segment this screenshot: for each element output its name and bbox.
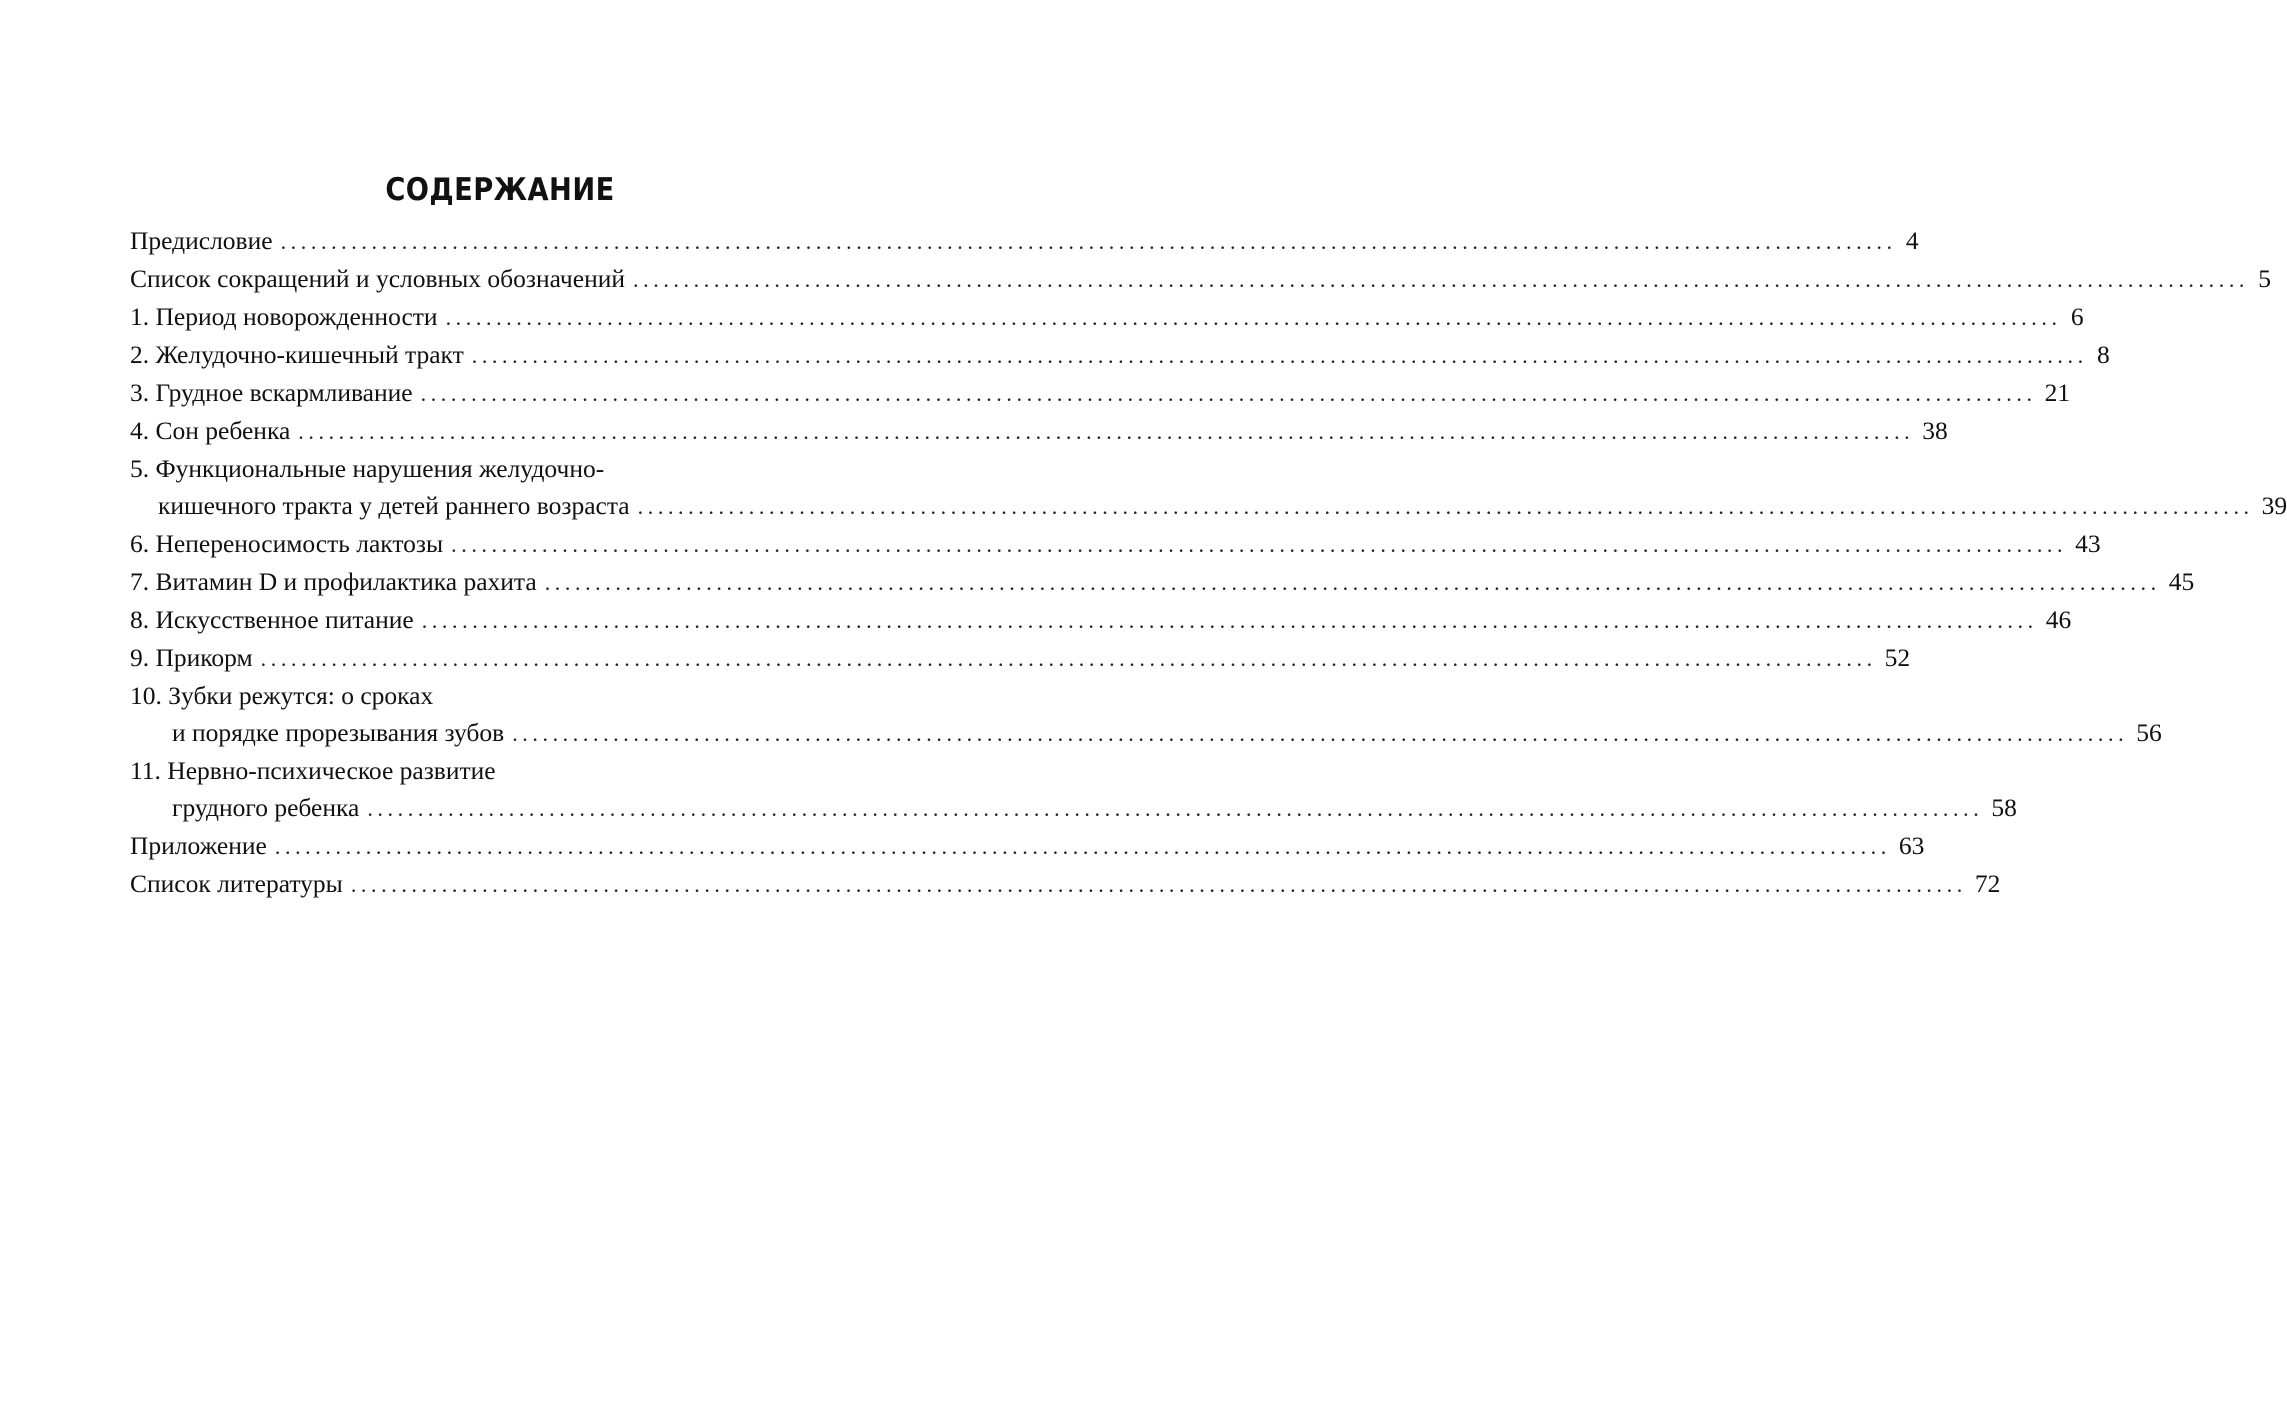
toc-entry[interactable]	[130, 336, 2110, 374]
toc-entry-page-number: 6	[2070, 302, 2084, 331]
dot-leader: ................................................................................................................................................................	[451, 532, 2068, 557]
toc-entry-title: кишечного тракта у детей раннего возраста	[158, 491, 630, 520]
page-title: СОДЕРЖАНИЕ	[385, 172, 615, 208]
toc-entry-page-number: 46	[2045, 605, 2072, 634]
toc-entry[interactable]	[130, 865, 2001, 903]
toc-entry[interactable]	[130, 298, 2084, 336]
toc-entry-page-number: 38	[1922, 416, 1948, 445]
toc-entry-line	[130, 450, 864, 487]
toc-entry[interactable]	[130, 677, 2162, 752]
dot-leader: ................................................................................................................................................................	[298, 419, 1915, 444]
toc-entry-title: 6. Непереносимость лактозы	[130, 529, 444, 558]
toc-entry-line	[130, 525, 2101, 563]
toc-entry-line	[130, 601, 2072, 639]
toc-entry-page-number: 4	[1905, 226, 1919, 255]
toc-entry-title-continuation	[130, 487, 2287, 525]
toc-entry-line	[130, 298, 2084, 336]
toc-entry[interactable]	[130, 601, 2072, 639]
toc-entry[interactable]	[130, 563, 2195, 601]
toc-entry-title: 10. Зубки режутся: о сроках	[130, 681, 434, 710]
toc-entry-page-number: 8	[2096, 340, 2110, 369]
table-of-contents	[130, 222, 2287, 903]
toc-entry-page-number: 63	[1898, 831, 1925, 860]
toc-entry-title: 9. Прикорм	[130, 643, 253, 672]
dot-leader: ................................................................................................................................................................	[350, 872, 1967, 897]
toc-entry-line	[130, 336, 2110, 374]
toc-entry[interactable]	[130, 639, 1911, 677]
dot-leader: ................................................................................................................................................................	[367, 796, 1984, 821]
dot-leader: ................................................................................................................................................................	[471, 343, 2088, 368]
toc-entry-title: 3. Грудное вскармливание	[130, 378, 413, 407]
toc-entry-line	[130, 260, 2272, 298]
toc-entry-title: 8. Искусственное питание	[130, 605, 414, 634]
toc-entry[interactable]	[130, 827, 1925, 865]
dot-leader: ................................................................................................................................................................	[420, 381, 2037, 406]
toc-entry[interactable]	[130, 450, 2287, 525]
toc-entry-line	[130, 677, 864, 714]
toc-entry[interactable]	[130, 222, 1919, 260]
toc-entry-line	[130, 563, 2195, 601]
toc-entry[interactable]	[130, 260, 2272, 298]
toc-entry-title: 5. Функциональные нарушения желудочно-	[130, 454, 605, 483]
toc-entry-page-number: 52	[1884, 643, 1911, 672]
toc-entry-title: 2. Желудочно-кишечный тракт	[130, 340, 464, 369]
toc-entry-title: грудного ребенка	[172, 793, 360, 822]
toc-entry[interactable]	[130, 752, 2017, 827]
toc-entry-page-number: 39	[2261, 491, 2287, 520]
toc-entry[interactable]	[130, 374, 2071, 412]
toc-entry-title: Предисловие	[130, 226, 273, 255]
toc-entry[interactable]	[130, 525, 2101, 563]
toc-entry-title: 7. Витамин D и профилактика рахита	[130, 567, 537, 596]
toc-entry-title-continuation	[130, 789, 2017, 827]
dot-leader: ................................................................................................................................................................	[544, 570, 2161, 595]
toc-entry-line	[130, 752, 864, 789]
toc-entry-title: и порядке прорезывания зубов	[172, 718, 505, 747]
toc-entry-page-number: 45	[2168, 567, 2195, 596]
toc-entry-line	[130, 374, 2071, 412]
toc-entry-page-number: 56	[2136, 718, 2162, 747]
toc-entry-line	[130, 412, 1948, 450]
dot-leader: ................................................................................................................................................................	[445, 305, 2062, 330]
toc-entry-title: 11. Нервно-психическое развитие	[130, 756, 496, 785]
toc-entry-line	[130, 827, 1925, 865]
dot-leader: ................................................................................................................................................................	[421, 608, 2038, 633]
toc-entry-page-number: 43	[2075, 529, 2101, 558]
toc-entry-page-number: 21	[2044, 378, 2071, 407]
toc-entry-line	[130, 639, 1911, 677]
toc-entry-title: Список сокращений и условных обозначений	[130, 264, 626, 293]
dot-leader: ................................................................................................................................................................	[260, 646, 1877, 671]
dot-leader: ................................................................................................................................................................	[280, 229, 1897, 254]
dot-leader: ................................................................................................................................................................	[274, 834, 1891, 859]
toc-entry-line	[130, 222, 1919, 260]
toc-entry-title: Список литературы	[130, 869, 343, 898]
dot-leader: ................................................................................................................................................................	[637, 494, 2254, 519]
dot-leader: ................................................................................................................................................................	[512, 721, 2129, 746]
toc-entry-line	[130, 865, 2001, 903]
toc-entry-title: Приложение	[130, 831, 267, 860]
toc-entry-title-continuation	[130, 714, 2162, 752]
toc-entry[interactable]	[130, 412, 1948, 450]
dot-leader: ................................................................................................................................................................	[633, 267, 2250, 292]
toc-entry-page-number: 58	[1991, 793, 2017, 822]
toc-entry-title: 1. Период новорожденности	[130, 302, 438, 331]
toc-entry-page-number: 5	[2258, 264, 2272, 293]
toc-entry-page-number: 72	[1974, 869, 2001, 898]
toc-entry-title: 4. Сон ребенка	[130, 416, 291, 445]
